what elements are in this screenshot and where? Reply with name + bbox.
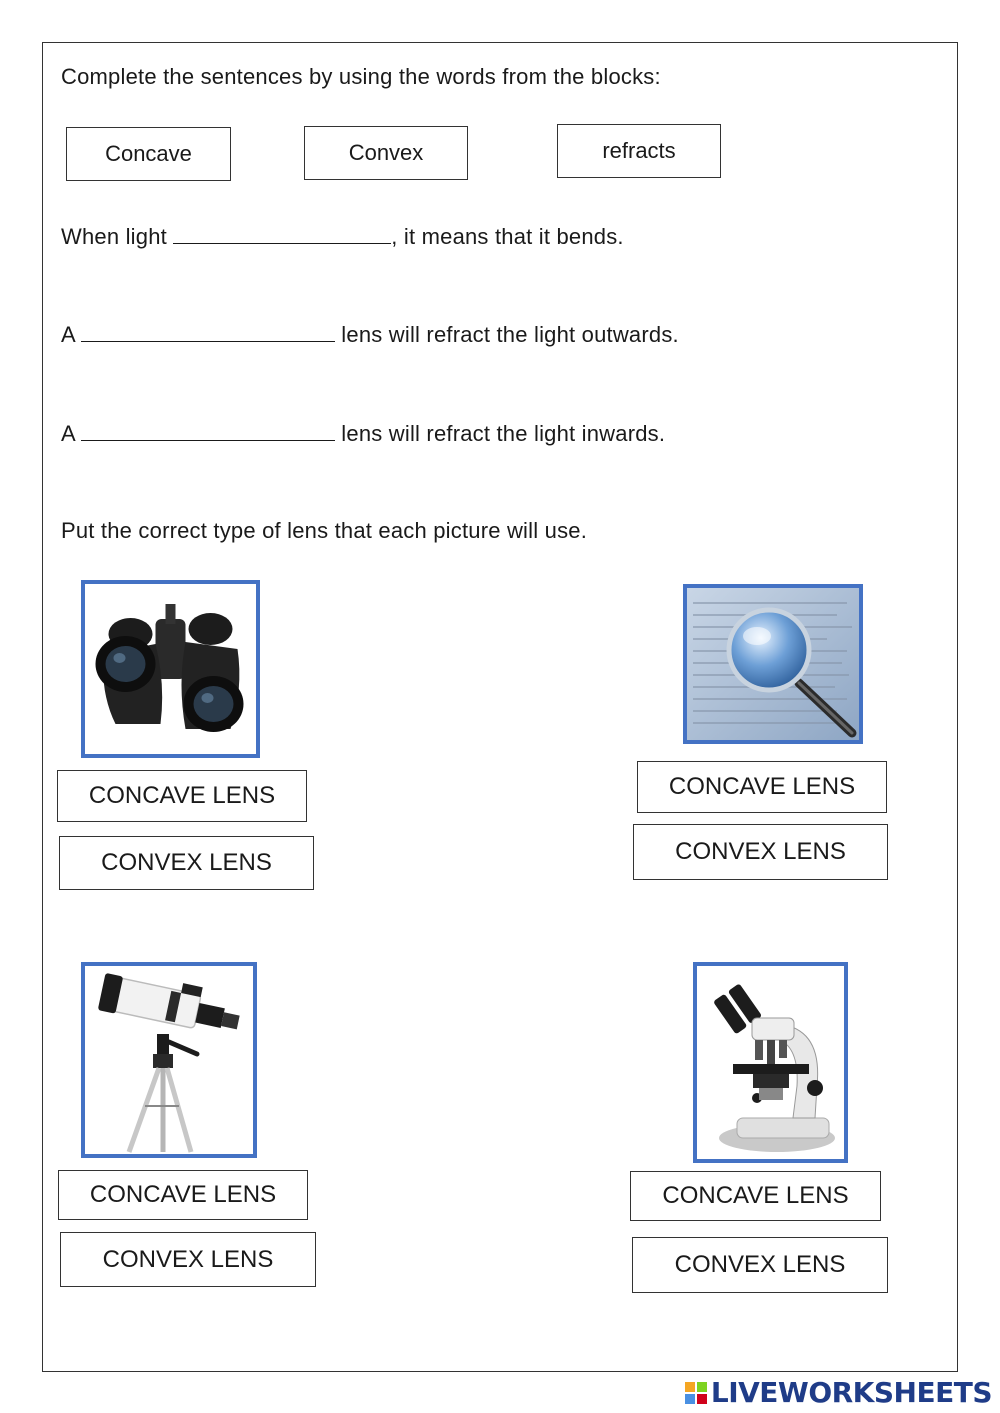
binoculars-icon: [85, 584, 256, 754]
sentence-1-start: When light: [61, 224, 174, 249]
sentence-1: [61, 224, 624, 250]
liveworksheets-logo: [685, 1376, 992, 1409]
sentence-3: [61, 421, 665, 447]
sentence-2-start: A: [61, 322, 81, 347]
blank-1[interactable]: [173, 225, 391, 244]
binoculars-option-convex[interactable]: CONVEX LENS: [59, 836, 314, 890]
microscope-option-concave[interactable]: CONCAVE LENS: [630, 1171, 881, 1221]
word-block-convex[interactable]: Convex: [304, 126, 468, 180]
magnifying-glass-picture: [683, 584, 863, 744]
telescope-option-concave[interactable]: CONCAVE LENS: [58, 1170, 308, 1220]
sentence-2-end: lens will refract the light outwards.: [334, 322, 679, 347]
sentence-3-end: lens will refract the light inwards.: [334, 421, 666, 446]
instruction-lens-type: Put the correct type of lens that each picture will use.: [61, 518, 588, 543]
word-block-concave[interactable]: Concave: [66, 127, 231, 181]
telescope-icon: [85, 966, 253, 1154]
magnifier-option-concave[interactable]: CONCAVE LENS: [637, 761, 887, 813]
telescope-option-convex[interactable]: CONVEX LENS: [60, 1232, 316, 1287]
magnifier-option-convex[interactable]: CONVEX LENS: [633, 824, 888, 880]
telescope-picture: [81, 962, 257, 1158]
sentence-2: [61, 322, 679, 348]
magnifying-glass-icon: [687, 588, 859, 740]
microscope-picture: [693, 962, 848, 1163]
liveworksheets-wordmark: LIVEWORKSHEETS: [710, 1376, 992, 1409]
instruction-fill-blanks: Complete the sentences by using the words from the blocks:: [61, 64, 661, 89]
binoculars-option-concave[interactable]: CONCAVE LENS: [57, 770, 307, 822]
word-block-refracts[interactable]: refracts: [557, 124, 721, 178]
microscope-icon: [697, 966, 844, 1159]
sentence-1-end: , it means that it bends.: [391, 224, 624, 249]
binoculars-picture: [81, 580, 260, 758]
blank-2[interactable]: [81, 323, 335, 342]
microscope-option-convex[interactable]: CONVEX LENS: [632, 1237, 888, 1293]
liveworksheets-logo-icon: [685, 1382, 707, 1404]
blank-3[interactable]: [81, 422, 335, 441]
sentence-3-start: A: [61, 421, 81, 446]
